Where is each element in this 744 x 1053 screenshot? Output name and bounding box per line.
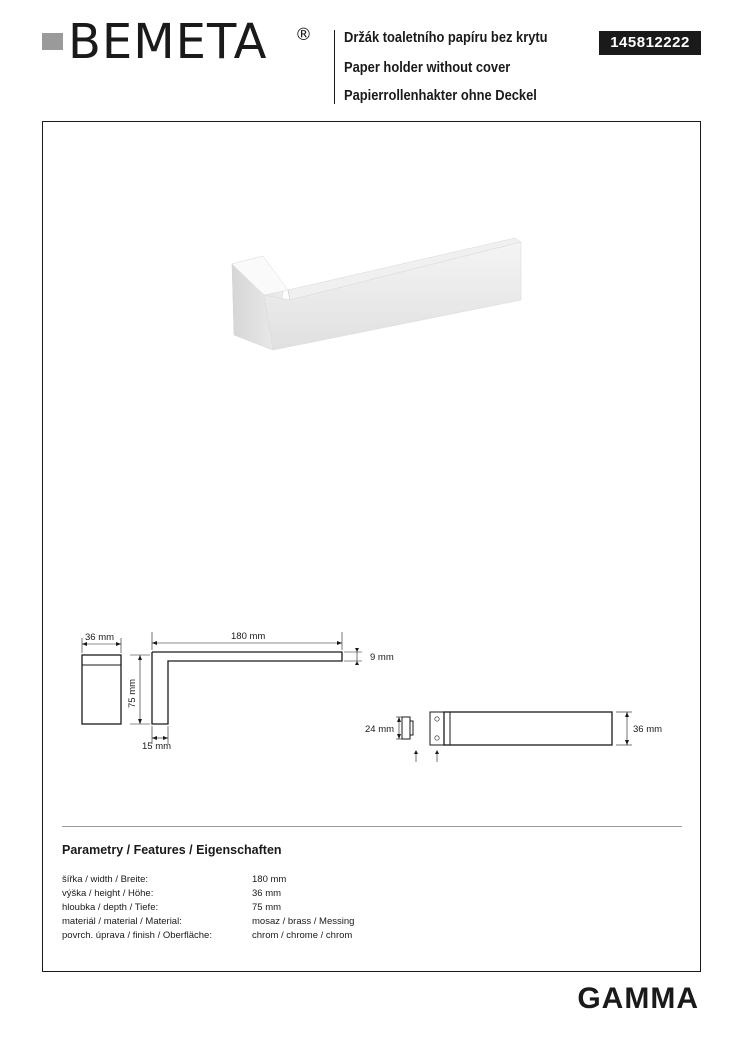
features-divider xyxy=(62,826,682,827)
title-czech: Držák toaletního papíru bez krytu xyxy=(344,29,548,46)
dim-length: 180 mm xyxy=(231,631,266,642)
series-name: GAMMA xyxy=(577,982,699,1015)
spec-label: šířka / width / Breite: xyxy=(62,874,149,885)
spec-value: 75 mm xyxy=(252,902,282,913)
front-view-profile xyxy=(152,652,342,724)
technical-drawing xyxy=(60,620,680,780)
spec-value: mosaz / brass / Messing xyxy=(252,916,355,927)
dim-side-width: 36 mm xyxy=(85,632,115,643)
title-english: Paper holder without cover xyxy=(344,59,511,76)
registered-mark: ® xyxy=(295,25,312,45)
dim-height: 75 mm xyxy=(127,678,138,708)
title-german: Papierrollenhakter ohne Deckel xyxy=(344,87,537,104)
dim-front-height: 36 mm xyxy=(633,724,663,735)
title-divider xyxy=(334,30,335,104)
product-image xyxy=(220,230,525,355)
spec-label: výška / height / Höhe: xyxy=(62,888,154,899)
logo-square xyxy=(42,33,63,50)
brand-logo: BEMETA xyxy=(68,14,268,70)
spec-value: 36 mm xyxy=(252,888,282,899)
product-code-badge: 145812222 xyxy=(599,31,701,55)
top-view-arm xyxy=(444,712,612,745)
spec-value: 180 mm xyxy=(252,874,287,885)
spec-label: hloubka / depth / Tiefe: xyxy=(62,902,159,913)
dim-mount-height: 24 mm xyxy=(365,724,395,735)
spec-value: chrom / chrome / chrom xyxy=(252,930,353,941)
dim-arm-thickness: 9 mm xyxy=(370,652,394,663)
features-title: Parametry / Features / Eigenschaften xyxy=(62,843,282,857)
dim-wall-thickness: 15 mm xyxy=(142,741,172,752)
spec-label: materiál / material / Material: xyxy=(62,916,182,927)
wall-plate xyxy=(402,717,410,739)
spec-label: povrch. úprava / finish / Oberfläche: xyxy=(62,930,212,941)
